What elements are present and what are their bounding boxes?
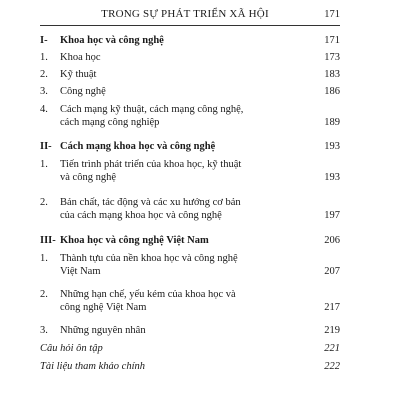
entry-page-number: 222 <box>324 361 340 372</box>
entry-title-line: Những nguyên nhân <box>60 325 146 336</box>
entry-title-line: Những hạn chế, yếu kém của khoa học và <box>60 289 236 300</box>
entry-title <box>40 342 310 355</box>
entry-page-number: 217 <box>324 302 340 313</box>
entry-number: II- <box>40 141 52 152</box>
chapter-heading-text: TRONG SỰ PHÁT TRIỂN XÃ HỘI <box>101 8 269 20</box>
entry-number: III- <box>40 235 56 246</box>
heading-rule <box>40 25 340 26</box>
entry-number: 1. <box>40 253 48 264</box>
entry-title-line: Công nghệ <box>60 86 106 97</box>
entry-title <box>60 252 310 278</box>
entry-page-number: 173 <box>324 52 340 63</box>
entry-title-line: Tài liệu tham khảo chính <box>40 361 145 372</box>
entry-title <box>60 324 310 337</box>
toc-entry[interactable] <box>40 342 340 355</box>
entry-number: 4. <box>40 104 48 115</box>
entry-number: 2. <box>40 69 48 80</box>
entry-title-line: Kỹ thuật <box>60 69 97 80</box>
entry-number: 3. <box>40 86 48 97</box>
entry-page-number: 219 <box>324 325 340 336</box>
toc-entry[interactable] <box>40 103 340 129</box>
entry-title-line: Việt Nam <box>60 266 101 277</box>
entry-page-number: 183 <box>324 69 340 80</box>
entry-title-line: Cách mạng kỹ thuật, cách mạng công nghệ, <box>60 104 244 115</box>
chapter-heading-page: 171 <box>324 9 340 20</box>
entry-title-line: và công nghệ <box>60 172 116 183</box>
entry-number: I- <box>40 35 48 46</box>
entry-title <box>60 85 310 98</box>
entry-page-number: 221 <box>324 343 340 354</box>
entry-title-line: Tiến trình phát triển của khoa học, kỹ thuật <box>60 159 242 170</box>
entry-number: 1. <box>40 159 48 170</box>
entry-title <box>60 68 310 81</box>
entry-page-number: 193 <box>324 141 340 152</box>
toc-entry[interactable] <box>40 324 340 337</box>
entry-title-line: Thành tựu của nền khoa học và công nghệ <box>60 253 238 264</box>
entry-title <box>60 196 310 222</box>
entry-title-line: của cách mạng khoa học và công nghệ <box>60 210 222 221</box>
entry-page-number: 207 <box>324 266 340 277</box>
entry-title-line: công nghệ Việt Nam <box>60 302 147 313</box>
toc-entry[interactable] <box>40 252 340 278</box>
entry-title-line: Khoa học và công nghệ Việt Nam <box>60 235 209 246</box>
toc-entry[interactable] <box>40 158 340 184</box>
entry-page-number: 193 <box>324 172 340 183</box>
toc-entry[interactable] <box>40 140 340 153</box>
toc-entry[interactable] <box>40 360 340 373</box>
chapter-heading-row <box>40 8 340 21</box>
toc-entry[interactable] <box>40 85 340 98</box>
entry-title <box>60 288 310 314</box>
entry-title-line: Khoa học và công nghệ <box>60 35 164 46</box>
entry-title <box>40 360 310 373</box>
entry-page-number: 197 <box>324 210 340 221</box>
toc-entry[interactable] <box>40 288 340 314</box>
toc-entry[interactable] <box>40 196 340 222</box>
entry-title-line: cách mạng công nghiệp <box>60 117 160 128</box>
entry-number: 2. <box>40 197 48 208</box>
entry-title <box>60 158 310 184</box>
toc-entry[interactable] <box>40 51 340 64</box>
entry-page-number: 171 <box>324 35 340 46</box>
entry-number: 2. <box>40 289 48 300</box>
entry-title-line: Khoa học <box>60 52 101 63</box>
entry-title <box>60 103 310 129</box>
entry-title <box>60 140 310 153</box>
entry-page-number: 206 <box>324 235 340 246</box>
entry-title-line: Cách mạng khoa học và công nghệ <box>60 141 216 152</box>
chapter-heading <box>60 8 310 21</box>
entry-title-line: Câu hỏi ôn tập <box>40 343 103 354</box>
entry-title <box>60 34 310 47</box>
entry-title-line: Bản chất, tác động và các xu hướng cơ bản <box>60 197 241 208</box>
entry-page-number: 189 <box>324 117 340 128</box>
toc-entry[interactable] <box>40 68 340 81</box>
toc-entry[interactable] <box>40 34 340 47</box>
entry-title <box>60 51 310 64</box>
entry-page-number: 186 <box>324 86 340 97</box>
entry-title <box>60 234 310 247</box>
entry-number: 3. <box>40 325 48 336</box>
entry-number: 1. <box>40 52 48 63</box>
toc-entry[interactable] <box>40 234 340 247</box>
